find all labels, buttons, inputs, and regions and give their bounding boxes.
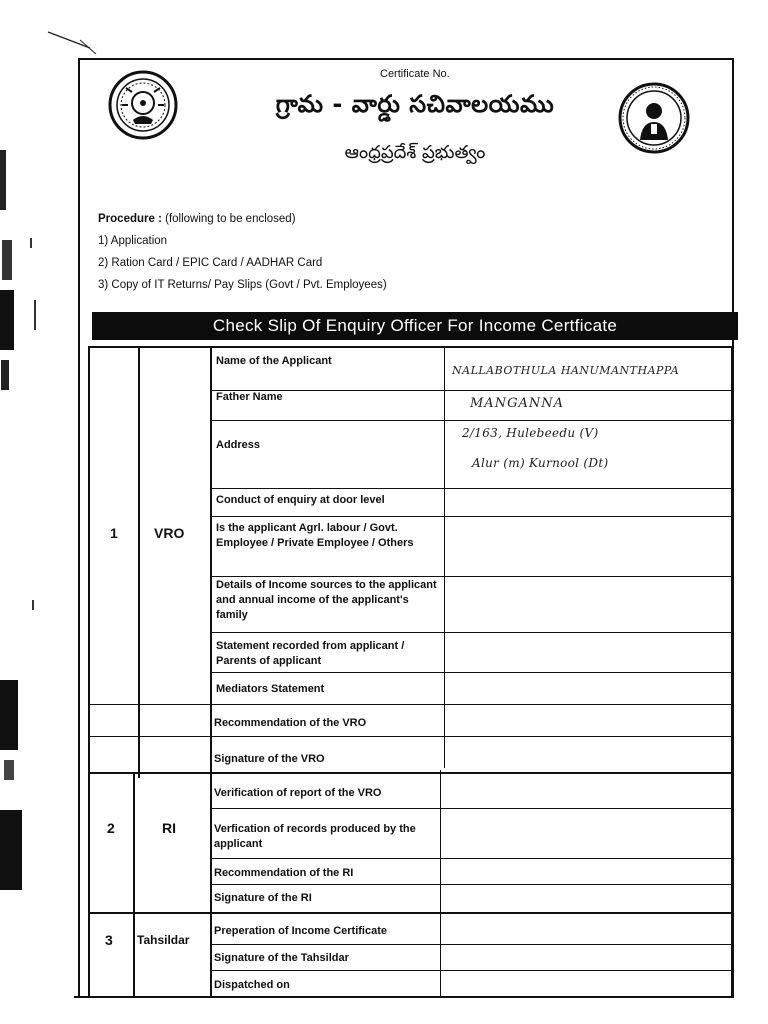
applicant-name-value: NALLABOTHULA HANUMANTHAPPA [452,364,680,377]
row-label-ri-recommendation: Recommendation of the RI [214,867,354,879]
section-number: 2 [107,820,115,836]
row-label-vro-signature: Signature of the VRO [214,753,325,765]
row-label-income-sources: Details of Income sources to the applicant and annual income of the applicant's family [216,579,437,621]
corner-fold-mark [40,20,100,60]
row-label-mediators-statement: Mediators Statement [216,683,325,695]
row-label-father-name: Father Name [216,391,283,403]
procedure-item: 2) Ration Card / EPIC Card / AADHAR Card [98,257,323,269]
address-value-line1: 2/163, Hulebeedu (V) [462,426,599,440]
procedure-list [98,208,387,296]
address-value-line2: Alur (m) Kurnool (Dt) [472,456,609,470]
row-label-dispatched-on: Dispatched on [214,979,290,991]
procedure-heading: Procedure : (following to be enclosed) [98,213,296,225]
row-label-ri-signature: Signature of the RI [214,892,312,904]
father-name-value: MANGANNA [470,396,564,411]
scan-edge-artifact [0,0,40,1024]
row-label-records-verification: Verfication of records produced by the applicant [214,823,416,850]
procedure-item: 3) Copy of IT Returns/ Pay Slips (Govt / Pvt. Employees) [98,279,387,291]
row-label-vro-recommendation: Recommendation of the VRO [214,717,367,729]
row-label-enquiry-conduct: Conduct of enquiry at door level [216,494,385,506]
section-number: 1 [110,525,118,541]
section-name-tahsildar: Tahsildar [137,933,190,947]
government-subtitle: ఆంధ్రప్రదేశ్ ప్రభుత్వం [344,142,486,163]
row-label-statement: Statement recorded from applicant / Parents of applicant [216,640,405,667]
row-label-applicant-name: Name of the Applicant [216,355,332,367]
row-label-address: Address [216,439,261,451]
row-label-applicant-category: Is the applicant Agrl. labour / Govt. Employee / Private Employee / Others [216,522,414,549]
portrait-seal-icon [618,82,690,154]
row-label-vro-report-verification: Verification of report of the VRO [214,787,382,799]
procedure-item: 1) Application [98,235,168,247]
row-label-tahsildar-signature: Signature of the Tahsildar [214,952,349,964]
check-slip-banner: Check Slip Of Enquiry Officer For Income Certficate [92,312,738,340]
section-name-ri: RI [162,820,176,836]
certificate-no-label: Certificate No. [380,68,450,80]
row-label-certificate-preparation: Preperation of Income Certificate [214,925,387,937]
section-number: 3 [105,932,113,948]
secretariat-title: గ్రామ - వార్డు సచివాలయము [275,90,555,118]
state-emblem-icon [108,70,178,140]
section-name-vro: VRO [154,525,185,541]
